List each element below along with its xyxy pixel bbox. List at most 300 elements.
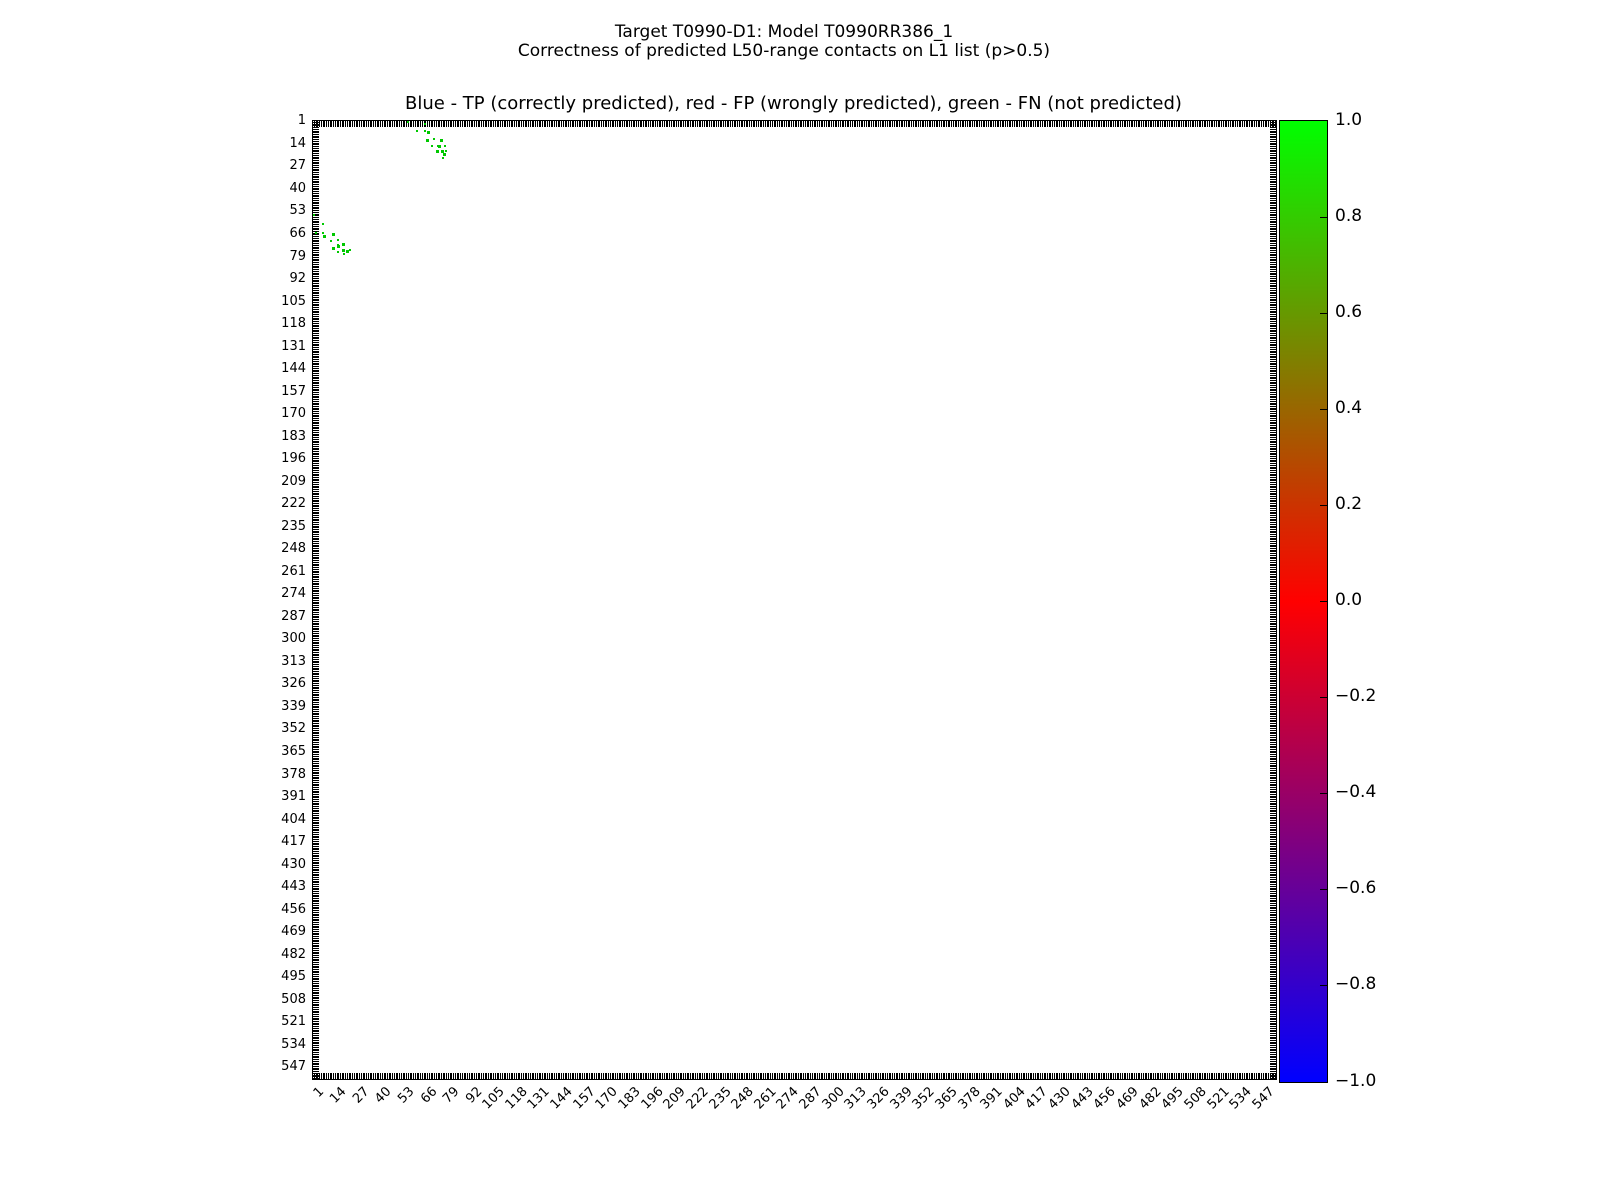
axis-tick-bottom (1252, 1073, 1253, 1079)
axis-tick-top (1186, 121, 1187, 127)
axis-tick-left (313, 905, 319, 906)
axis-tick-bottom (1047, 1073, 1048, 1079)
axis-tick-left (313, 849, 319, 850)
axis-tick-right (1270, 170, 1276, 171)
axis-tick-right (1270, 938, 1276, 939)
axis-tick-bottom (669, 1073, 670, 1079)
axis-tick-right (1270, 943, 1276, 944)
axis-tick-left (313, 219, 319, 220)
axis-tick-right (1270, 638, 1276, 639)
axis-tick-bottom (1010, 1073, 1011, 1079)
axis-tick-left (313, 241, 319, 242)
axis-tick-top (913, 121, 914, 127)
axis-tick-right (1270, 730, 1276, 731)
axis-tick-right (1270, 905, 1276, 906)
axis-tick-left (313, 141, 319, 142)
axis-tick-left (313, 998, 319, 999)
axis-tick-top (714, 121, 715, 127)
axis-tick-left (313, 577, 319, 578)
axis-tick-bottom (1003, 1073, 1004, 1079)
y-tick-label: 534 (281, 1036, 306, 1052)
axis-tick-bottom (925, 1073, 926, 1079)
axis-tick-bottom (716, 1073, 717, 1079)
axis-tick-right (1270, 163, 1276, 164)
axis-tick-left (313, 858, 319, 859)
axis-tick-bottom (869, 1073, 870, 1079)
axis-tick-top (782, 121, 783, 127)
axis-tick-right (1270, 267, 1276, 268)
axis-tick-right (1270, 380, 1276, 381)
axis-tick-left (313, 841, 319, 842)
axis-tick-right (1270, 752, 1276, 753)
axis-tick-right (1270, 494, 1276, 495)
axis-tick-left (313, 837, 319, 838)
axis-tick-top (1059, 121, 1060, 127)
axis-tick-top (894, 121, 895, 127)
axis-tick-top (871, 121, 872, 127)
axis-tick-top (1113, 121, 1114, 127)
axis-tick-bottom (1099, 1073, 1100, 1079)
axis-tick-top (634, 121, 635, 127)
axis-tick-left (313, 955, 319, 956)
axis-tick-bottom (540, 1073, 541, 1079)
axis-tick-top (805, 121, 806, 127)
axis-tick-right (1270, 792, 1276, 793)
axis-tick-bottom (1052, 1073, 1053, 1079)
axis-tick-left (313, 378, 319, 379)
axis-tick-bottom (420, 1073, 421, 1079)
axis-tick-bottom (1209, 1073, 1210, 1079)
axis-tick-left (313, 839, 319, 840)
axis-tick-bottom (1115, 1073, 1116, 1079)
axis-tick-bottom (373, 1073, 374, 1079)
axis-tick-right (1270, 1019, 1276, 1020)
axis-tick-left (313, 234, 319, 235)
axis-tick-top (902, 121, 903, 127)
axis-tick-bottom (594, 1073, 595, 1079)
axis-tick-right (1270, 463, 1276, 464)
axis-tick-top (1237, 121, 1238, 127)
axis-tick-left (313, 662, 319, 663)
axis-tick-bottom (751, 1073, 752, 1079)
axis-tick-left (313, 439, 319, 440)
axis-tick-bottom (951, 1073, 952, 1079)
axis-tick-bottom (1132, 1073, 1133, 1079)
axis-tick-right (1270, 593, 1276, 594)
colorbar (1279, 120, 1328, 1083)
axis-tick-right (1270, 217, 1276, 218)
y-tick-label: 183 (281, 428, 306, 444)
axis-tick-right (1270, 316, 1276, 317)
axis-tick-top (636, 121, 637, 127)
fn-contact-dot (322, 223, 324, 225)
axis-tick-left (313, 683, 319, 684)
axis-tick-right (1270, 435, 1276, 436)
axis-tick-left (313, 503, 319, 504)
axis-tick-left (313, 886, 319, 887)
axis-tick-right (1270, 551, 1276, 552)
axis-tick-left (313, 129, 319, 130)
axis-tick-left (313, 409, 319, 410)
axis-tick-bottom (667, 1073, 668, 1079)
axis-tick-top (1151, 121, 1152, 127)
axis-tick-left (313, 834, 319, 835)
axis-tick-top (1261, 121, 1262, 127)
axis-tick-right (1270, 702, 1276, 703)
axis-tick-bottom (1197, 1073, 1198, 1079)
axis-tick-top (343, 121, 344, 127)
fn-contact-dot (442, 157, 444, 159)
axis-tick-bottom (592, 1073, 593, 1079)
axis-tick-right (1270, 461, 1276, 462)
axis-tick-right (1270, 160, 1276, 161)
axis-tick-bottom (1071, 1073, 1072, 1079)
axis-tick-top (1174, 121, 1175, 127)
axis-tick-bottom (483, 1073, 484, 1079)
axis-tick-right (1270, 794, 1276, 795)
axis-tick-top (575, 121, 576, 127)
axis-tick-right (1270, 252, 1276, 253)
axis-tick-left (313, 392, 319, 393)
axis-tick-bottom (923, 1073, 924, 1079)
axis-tick-top (845, 121, 846, 127)
axis-tick-right (1270, 718, 1276, 719)
axis-tick-right (1270, 692, 1276, 693)
axis-tick-bottom (685, 1073, 686, 1079)
axis-tick-top (892, 121, 893, 127)
axis-tick-top (1158, 121, 1159, 127)
axis-tick-right (1270, 340, 1276, 341)
axis-tick-left (313, 813, 319, 814)
axis-tick-top (930, 121, 931, 127)
axis-tick-left (313, 536, 319, 537)
axis-tick-bottom (1092, 1073, 1093, 1079)
axis-tick-bottom (1019, 1073, 1020, 1079)
axis-tick-right (1270, 588, 1276, 589)
axis-tick-right (1270, 655, 1276, 656)
axis-tick-left (313, 974, 319, 975)
axis-tick-top (439, 121, 440, 127)
y-tick-label: 456 (281, 901, 306, 917)
axis-tick-top (761, 121, 762, 127)
axis-tick-top (1216, 121, 1217, 127)
axis-tick-right (1270, 186, 1276, 187)
axis-tick-right (1270, 1071, 1276, 1072)
x-tick-label: 508 (1181, 1084, 1210, 1113)
axis-tick-top (1223, 121, 1224, 127)
axis-tick-left (313, 548, 319, 549)
y-tick-label: 222 (281, 496, 306, 512)
axis-tick-top (970, 121, 971, 127)
colorbar-tick (1320, 505, 1327, 506)
fn-contact-dot (433, 138, 435, 140)
axis-tick-top (385, 121, 386, 127)
fn-contact-dot (426, 139, 429, 142)
axis-tick-top (967, 121, 968, 127)
axis-tick-left (313, 127, 319, 128)
axis-tick-bottom (918, 1073, 919, 1079)
fn-contact-dot (330, 240, 332, 242)
axis-tick-bottom (608, 1073, 609, 1079)
axis-tick-right (1270, 1026, 1276, 1027)
axis-tick-right (1270, 766, 1276, 767)
x-tick-label: 92 (462, 1084, 486, 1107)
y-tick-label: 105 (281, 293, 306, 309)
axis-tick-top (617, 121, 618, 127)
axis-tick-top (873, 121, 874, 127)
axis-tick-top (920, 121, 921, 127)
axis-tick-right (1270, 383, 1276, 384)
axis-tick-right (1270, 245, 1276, 246)
axis-tick-left (313, 250, 319, 251)
axis-tick-top (641, 121, 642, 127)
axis-tick-right (1270, 823, 1276, 824)
axis-tick-bottom (793, 1073, 794, 1079)
axis-tick-bottom (880, 1073, 881, 1079)
axis-tick-top (770, 121, 771, 127)
axis-tick-bottom (1240, 1073, 1241, 1079)
axis-tick-top (958, 121, 959, 127)
axis-tick-top (1054, 121, 1055, 127)
axis-tick-top (1244, 121, 1245, 127)
axis-tick-top (1270, 121, 1271, 127)
axis-tick-right (1270, 487, 1276, 488)
y-tick-label: 40 (289, 180, 306, 196)
axis-tick-left (313, 458, 319, 459)
axis-tick-bottom (1040, 1073, 1041, 1079)
axis-tick-left (313, 146, 319, 147)
axis-tick-bottom (1259, 1073, 1260, 1079)
axis-tick-bottom (803, 1073, 804, 1079)
axis-tick-right (1270, 846, 1276, 847)
x-tick-label: 339 (887, 1084, 916, 1113)
axis-tick-bottom (906, 1073, 907, 1079)
axis-tick-left (313, 1040, 319, 1041)
axis-tick-bottom (1228, 1073, 1229, 1079)
axis-tick-left (313, 288, 319, 289)
axis-tick-right (1270, 1033, 1276, 1034)
axis-tick-top (667, 121, 668, 127)
axis-tick-top (1129, 121, 1130, 127)
axis-tick-bottom (434, 1073, 435, 1079)
colorbar-tick-label: −0.4 (1335, 782, 1377, 803)
axis-tick-top (711, 121, 712, 127)
axis-tick-top (1188, 121, 1189, 127)
axis-tick-right (1270, 789, 1276, 790)
axis-tick-right (1270, 761, 1276, 762)
axis-tick-right (1270, 990, 1276, 991)
y-tick-label: 1 (297, 113, 306, 129)
axis-tick-bottom (871, 1073, 872, 1079)
axis-tick-left (313, 726, 319, 727)
axis-tick-top (1005, 121, 1006, 127)
axis-tick-top (589, 121, 590, 127)
axis-tick-left (313, 1002, 319, 1003)
axis-tick-bottom (1230, 1073, 1231, 1079)
axis-tick-right (1270, 305, 1276, 306)
axis-tick-bottom (1096, 1073, 1097, 1079)
axis-tick-right (1270, 780, 1276, 781)
axis-tick-bottom (1073, 1073, 1074, 1079)
axis-tick-top (556, 121, 557, 127)
axis-tick-bottom (984, 1073, 985, 1079)
axis-tick-top (700, 121, 701, 127)
axis-tick-left (313, 617, 319, 618)
axis-tick-bottom (610, 1073, 611, 1079)
axis-tick-bottom (1005, 1073, 1006, 1079)
axis-tick-bottom (568, 1073, 569, 1079)
axis-tick-top (573, 121, 574, 127)
axis-tick-left (313, 754, 319, 755)
axis-tick-left (313, 179, 319, 180)
axis-tick-bottom (422, 1073, 423, 1079)
axis-tick-right (1270, 553, 1276, 554)
axis-tick-left (313, 1007, 319, 1008)
axis-tick-top (526, 121, 527, 127)
axis-tick-left (313, 532, 319, 533)
axis-tick-bottom (991, 1073, 992, 1079)
axis-tick-right (1270, 603, 1276, 604)
axis-tick-right (1270, 399, 1276, 400)
axis-tick-bottom (1101, 1073, 1102, 1079)
axis-tick-left (313, 553, 319, 554)
axis-tick-left (313, 723, 319, 724)
axis-tick-top (937, 121, 938, 127)
axis-tick-left (313, 496, 319, 497)
colorbar-tick-label: 0.2 (1335, 493, 1363, 514)
axis-tick-left (313, 366, 319, 367)
axis-tick-left (313, 144, 319, 145)
axis-tick-left (313, 172, 319, 173)
axis-tick-top (678, 121, 679, 127)
axis-tick-left (313, 1000, 319, 1001)
axis-tick-top (1139, 121, 1140, 127)
axis-tick-left (313, 761, 319, 762)
x-tick-label: 391 (977, 1084, 1006, 1113)
axis-tick-left (313, 420, 319, 421)
axis-tick-left (313, 962, 319, 963)
axis-tick-left (313, 735, 319, 736)
axis-tick-top (350, 121, 351, 127)
axis-tick-bottom (1033, 1073, 1034, 1079)
axis-tick-right (1270, 137, 1276, 138)
axis-tick-bottom (1075, 1073, 1076, 1079)
axis-tick-bottom (601, 1073, 602, 1079)
axis-tick-top (610, 121, 611, 127)
axis-tick-left (313, 908, 319, 909)
axis-tick-right (1270, 456, 1276, 457)
axis-tick-top (1115, 121, 1116, 127)
axis-tick-top (371, 121, 372, 127)
axis-tick-top (455, 121, 456, 127)
axis-tick-bottom (953, 1073, 954, 1079)
axis-tick-bottom (1007, 1073, 1008, 1079)
axis-tick-top (784, 121, 785, 127)
y-tick-label: 339 (281, 698, 306, 714)
axis-tick-bottom (476, 1073, 477, 1079)
axis-tick-left (313, 946, 319, 947)
axis-tick-top (500, 121, 501, 127)
axis-tick-top (1219, 121, 1220, 127)
axis-tick-top (1197, 121, 1198, 127)
axis-tick-left (313, 770, 319, 771)
axis-tick-right (1270, 811, 1276, 812)
axis-tick-top (1014, 121, 1015, 127)
fn-contact-dot (332, 247, 335, 250)
colorbar-tick-label: 0.6 (1335, 301, 1363, 322)
axis-tick-left (313, 359, 319, 360)
axis-tick-right (1270, 297, 1276, 298)
axis-tick-right (1270, 375, 1276, 376)
fn-contact-dot (337, 239, 339, 241)
plot-area (312, 120, 1277, 1080)
axis-tick-right (1270, 908, 1276, 909)
axis-tick-top (1202, 121, 1203, 127)
axis-tick-left (313, 988, 319, 989)
axis-tick-left (313, 1076, 319, 1077)
axis-tick-top (998, 121, 999, 127)
axis-tick-left (313, 385, 319, 386)
axis-tick-left (313, 752, 319, 753)
axis-tick-bottom (707, 1073, 708, 1079)
axis-tick-bottom (481, 1073, 482, 1079)
axis-tick-left (313, 867, 319, 868)
axis-tick-bottom (453, 1073, 454, 1079)
axis-tick-right (1270, 529, 1276, 530)
axis-tick-bottom (829, 1073, 830, 1079)
axis-tick-bottom (500, 1073, 501, 1079)
axis-tick-top (812, 121, 813, 127)
axis-tick-top (507, 121, 508, 127)
axis-tick-top (885, 121, 886, 127)
axis-tick-bottom (744, 1073, 745, 1079)
axis-tick-bottom (1136, 1073, 1137, 1079)
axis-tick-bottom (399, 1073, 400, 1079)
axis-tick-top (1169, 121, 1170, 127)
axis-tick-right (1270, 787, 1276, 788)
axis-tick-top (758, 121, 759, 127)
axis-tick-right (1270, 198, 1276, 199)
axis-tick-bottom (681, 1073, 682, 1079)
axis-tick-bottom (566, 1073, 567, 1079)
y-tick-label: 92 (289, 271, 306, 286)
fn-contact-dot (322, 232, 324, 234)
axis-tick-left (313, 423, 319, 424)
axis-tick-right (1270, 167, 1276, 168)
axis-tick-top (838, 121, 839, 127)
axis-tick-top (1108, 121, 1109, 127)
axis-tick-left (313, 716, 319, 717)
axis-tick-bottom (958, 1073, 959, 1079)
axis-tick-left (313, 688, 319, 689)
axis-tick-left (313, 607, 319, 608)
axis-tick-bottom (436, 1073, 437, 1079)
axis-tick-left (313, 425, 319, 426)
axis-tick-left (313, 697, 319, 698)
axis-tick-right (1270, 903, 1276, 904)
axis-tick-left (313, 371, 319, 372)
axis-tick-top (1259, 121, 1260, 127)
axis-tick-bottom (622, 1073, 623, 1079)
axis-tick-right (1270, 735, 1276, 736)
axis-tick-top (979, 121, 980, 127)
axis-tick-bottom (749, 1073, 750, 1079)
axis-tick-right (1270, 361, 1276, 362)
axis-tick-right (1270, 955, 1276, 956)
axis-tick-right (1270, 912, 1276, 913)
axis-tick-left (313, 870, 319, 871)
axis-tick-right (1270, 666, 1276, 667)
